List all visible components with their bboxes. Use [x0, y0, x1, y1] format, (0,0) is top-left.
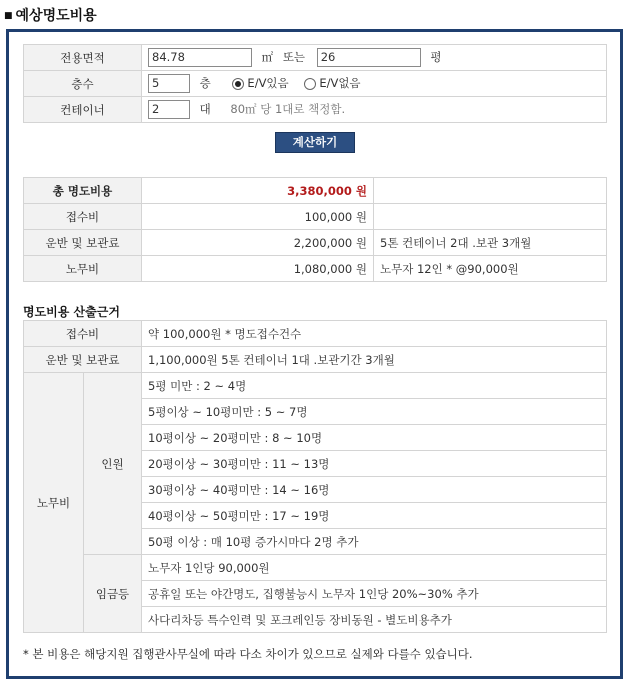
- basis-wage-item: 공휴일 또는 야간명도, 집행불능시 노무자 1인당 20%~30% 추가: [142, 581, 607, 607]
- result-row-note: [374, 204, 607, 230]
- result-row-note: 5톤 컨테이너 2대 .보관 3개월: [374, 230, 607, 256]
- result-row-reception: [24, 204, 607, 230]
- m2-unit: ㎡: [261, 50, 274, 64]
- basis-reception-row: [24, 321, 607, 347]
- result-row-labor: [24, 256, 607, 282]
- floor-label: 층수: [24, 71, 142, 97]
- result-row-label: 운반 및 보관료: [24, 230, 142, 256]
- result-row-transport: [24, 230, 607, 256]
- container-note: 80㎡ 당 1대로 책정함.: [230, 102, 346, 116]
- ev-no-radio[interactable]: [304, 78, 316, 90]
- floor-cell: [142, 71, 607, 97]
- or-label: 또는: [282, 50, 306, 64]
- result-row-label: 접수비: [24, 204, 142, 230]
- basis-reception-text: 약 100,000원 * 명도접수건수: [142, 321, 607, 347]
- floor-input[interactable]: 5: [148, 74, 190, 93]
- basis-table: [23, 320, 607, 633]
- basis-worker-item: 20평이상 ~ 30평미만 : 11 ~ 13명: [142, 451, 607, 477]
- result-row-note: 노무자 12인 * @90,000원: [374, 256, 607, 282]
- result-table: [23, 177, 607, 282]
- disclaimer-footnote: * 본 비용은 해당지원 집행관사무실에 따라 다소 차이가 있으므로 실제와 다를수 있습니다.: [23, 647, 473, 661]
- calculate-button[interactable]: 계산하기: [275, 132, 355, 153]
- total-row: [24, 178, 607, 204]
- basis-worker-item: 50평 이상 : 매 10평 증가시마다 2명 추가: [142, 529, 607, 555]
- basis-labor-label: 노무비: [24, 373, 84, 633]
- ev-no-label: E/V없음: [319, 76, 361, 90]
- total-label: 총 명도비용: [24, 178, 142, 204]
- area-row: [24, 45, 607, 71]
- result-row-value: 2,200,000 원: [142, 230, 374, 256]
- result-row-value: 100,000 원: [142, 204, 374, 230]
- total-note: [374, 178, 607, 204]
- container-row: [24, 97, 607, 123]
- area-cell: [142, 45, 607, 71]
- basis-workers-label: 인원: [84, 373, 142, 555]
- basis-worker-item: 5평 미만 : 2 ~ 4명: [142, 373, 607, 399]
- basis-wage-row: [24, 555, 607, 581]
- ev-yes-label: E/V있음: [247, 76, 289, 90]
- basis-wage-item: 노무자 1인당 90,000원: [142, 555, 607, 581]
- basis-transport-row: [24, 347, 607, 373]
- basis-title: 명도비용 산출근거: [23, 305, 120, 319]
- pyeong-unit: 평: [430, 50, 442, 64]
- input-form-table: [23, 44, 607, 123]
- basis-worker-item: 5평이상 ~ 10평미만 : 5 ~ 7명: [142, 399, 607, 425]
- container-unit: 대: [199, 102, 211, 116]
- floor-row: [24, 71, 607, 97]
- area-label: 전용면적: [24, 45, 142, 71]
- basis-transport-label: 운반 및 보관료: [24, 347, 142, 373]
- result-row-value: 1,080,000 원: [142, 256, 374, 282]
- calculator-panel: [6, 29, 623, 679]
- heading-title: 예상명도비용: [15, 8, 97, 24]
- basis-worker-item: 10평이상 ~ 20평미만 : 8 ~ 10명: [142, 425, 607, 451]
- heading-bullet: ■: [4, 11, 13, 21]
- container-label: 컨테이너: [24, 97, 142, 123]
- basis-worker-item: 40평이상 ~ 50평미만 : 17 ~ 19명: [142, 503, 607, 529]
- page-heading: [4, 5, 97, 25]
- container-cell: [142, 97, 607, 123]
- container-input[interactable]: 2: [148, 100, 190, 119]
- basis-reception-label: 접수비: [24, 321, 142, 347]
- area-pyeong-input[interactable]: 26: [317, 48, 421, 67]
- ev-yes-radio[interactable]: [232, 78, 244, 90]
- basis-worker-row: [24, 373, 607, 399]
- area-m2-input[interactable]: 84.78: [148, 48, 252, 67]
- basis-worker-item: 30평이상 ~ 40평미만 : 14 ~ 16명: [142, 477, 607, 503]
- basis-transport-text: 1,100,000원 5톤 컨테이너 1대 .보관기간 3개월: [142, 347, 607, 373]
- result-row-label: 노무비: [24, 256, 142, 282]
- total-value: 3,380,000 원: [142, 178, 374, 204]
- basis-wage-label: 임금등: [84, 555, 142, 633]
- basis-wage-item: 사다리차등 특수인력 및 포크레인등 장비동원 - 별도비용추가: [142, 607, 607, 633]
- floor-unit: 층: [199, 76, 211, 90]
